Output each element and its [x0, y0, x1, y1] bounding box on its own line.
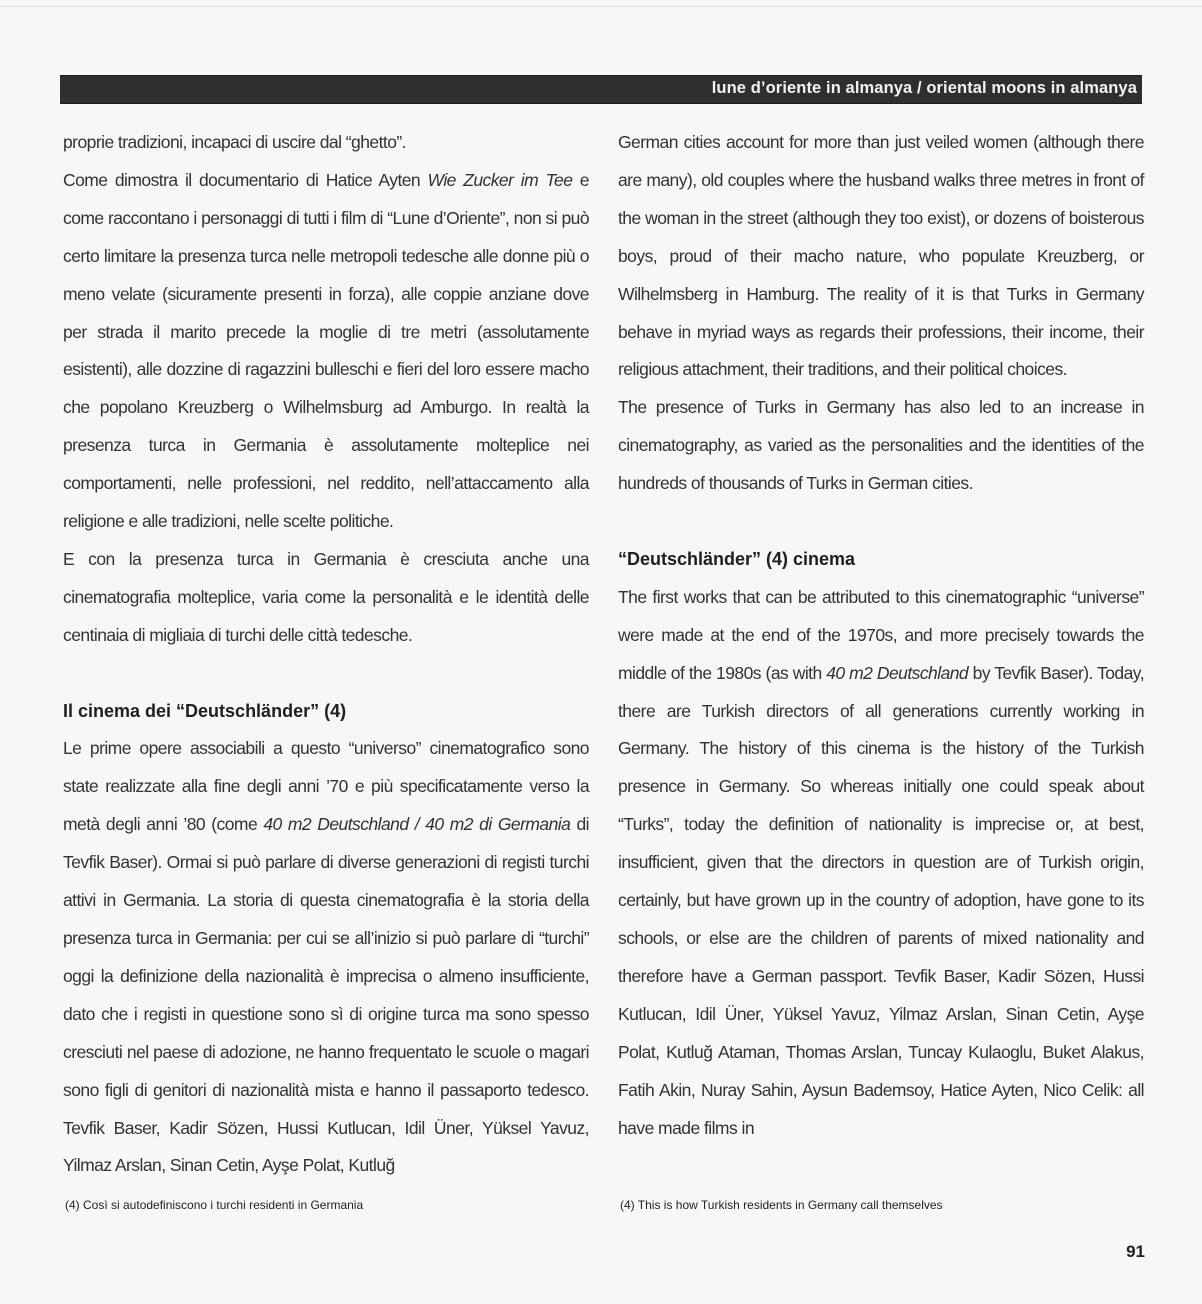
right-paragraph-3 — [618, 579, 1144, 1148]
left-paragraph-3: E con la presenza turca in Germania è cresciuta anche una cinematografia molteplice, varia come la personalità e le identità delle centinaia di migliaia di turchi delle città tedesche. — [63, 548, 589, 645]
left-p2-text-a: Come dimostra il documentario di Hatice Ayten — [63, 169, 428, 190]
footnote-left: (4) Così si autodefiniscono i turchi residenti in Germania — [65, 1198, 364, 1212]
left-paragraph-4 — [63, 730, 589, 1185]
left-column-italian — [63, 124, 589, 1185]
right-p3-text-a: The first works that can be attributed to this cinematographic “universe” were made at the end of the 1970s, and more precisely towards the middle of the 1980s (as with — [618, 586, 1144, 683]
left-section-heading: Il cinema dei “Deutschländer” (4) — [63, 700, 347, 721]
left-section-gap — [63, 655, 589, 693]
right-p3-text-b: by Tevfik Baser). Today, there are Turkish directors of all generations currently working in Germany. The history of this cinema is the history of the Turkish presence in Germany. So whereas initially one could speak about “Turks”, today the definition of nationality is imprecise or, at best, insufficient, given that the directors in question are of Turkish origin, certainly, but have grown up in the country of adoption, have gone to its schools, or else are the children of parents of mixed nationality and therefore have a German passport. Tevfik Baser, Kadir Sözen, Hussi Kutlucan, Idil Üner, Yüksel Yavuz, Yilmaz Arslan, Sinan Cetin, Ayşe Polat, Kutluğ Ataman, Thomas Arslan, Tuncay Kulaoglu, Buket Alakus, Fatih Akin, Nuray Sahin, Aysun Bademsoy, Hatice Ayten, Nico Celik: all have made films in — [618, 662, 1145, 1138]
left-p4-text-a: Le prime opere associabili a questo “universo” cinematografico sono state realizzate alla fine degli anni ’70 e più specificatamente verso la metà degli anni ’80 (come — [63, 738, 589, 835]
right-p3-film-title: 40 m2 Deutschland — [826, 662, 969, 683]
right-paragraph-1: German cities account for more than just veiled women (although there are many), old couples where the husband walks three metres in front of the woman in the street (although they too exist), or dozens of boisterous boys, proud of their macho nature, who populate Kreuzberg, or Wilhelmsberg in Hamburg. The reality of it is that Turks in Germany behave in myriad ways as regards their professions, their income, their religious attachment, their traditions, and their political choices. — [618, 132, 1144, 380]
left-p4-film-title: 40 m2 Deutschland / 40 m2 di Germania — [263, 814, 571, 835]
right-section-heading: “Deutschländer” (4) cinema — [618, 548, 856, 569]
running-header — [60, 75, 1142, 104]
left-p2-film-title: Wie Zucker im Tee — [427, 169, 573, 190]
page-number: 91 — [1126, 1242, 1145, 1261]
left-p2-text-b: e come raccontano i personaggi di tutti i film di “Lune d’Oriente”, non si può certo limitare la presenza turca nelle metropoli tedesche alle donne più o meno velate (sicuramente presenti in forza), alle coppie anziane dove per strada il marito precede la moglie di tre metri (assolutamente esistenti), alle dozzine di ragazzini bulleschi e fieri del loro essere macho che popolano Kreuzberg o Wilhelmsburg ad Amburgo. In realtà la presenza turca in Germania è assolutamente molteplice nei comportamenti, nelle professioni, nel reddito, nell’attaccamento alla religione e alle tradizioni, nelle scelte politiche. — [63, 169, 589, 532]
right-paragraph-2: The presence of Turks in Germany has also led to an increase in cinematography, as varied as the personalities and the identities of the hundreds of thousands of Turks in German cities. — [618, 397, 1144, 494]
right-column-english — [618, 124, 1144, 1147]
left-paragraph-1: proprie tradizioni, incapaci di uscire dal “ghetto”. — [63, 132, 406, 152]
running-header-title: lune d’oriente in almanya / oriental moons in almanya — [711, 79, 1137, 97]
left-p4-text-b: di Tevfik Baser). Ormai si può parlare di diverse generazioni di registi turchi attivi in Germania. La storia di questa cinematografia è la storia della presenza turca in Germania: per cui se all’inizio si può parlare di “turchi” oggi la definizione della nazionalità è imprecisa o almeno insufficiente, dato che i registi in questione sono sì di origine turca ma sono spesso cresciuti nel paese di adozione, ne hanno frequentato le scuole o magari sono figli di genitori di nazionalità mista e hanno il passaporto tedesco. Tevfik Baser, Kadir Sözen, Hussi Kutlucan, Idil Üner, Yüksel Yavuz, Yilmaz Arslan, Sinan Cetin, Ayşe Polat, Kutluğ — [63, 814, 590, 1176]
top-rule — [0, 6, 1202, 7]
left-paragraph-2 — [63, 162, 589, 541]
right-section-gap — [618, 503, 1144, 541]
footnote-right: (4) This is how Turkish residents in Germany call themselves — [620, 1198, 943, 1212]
